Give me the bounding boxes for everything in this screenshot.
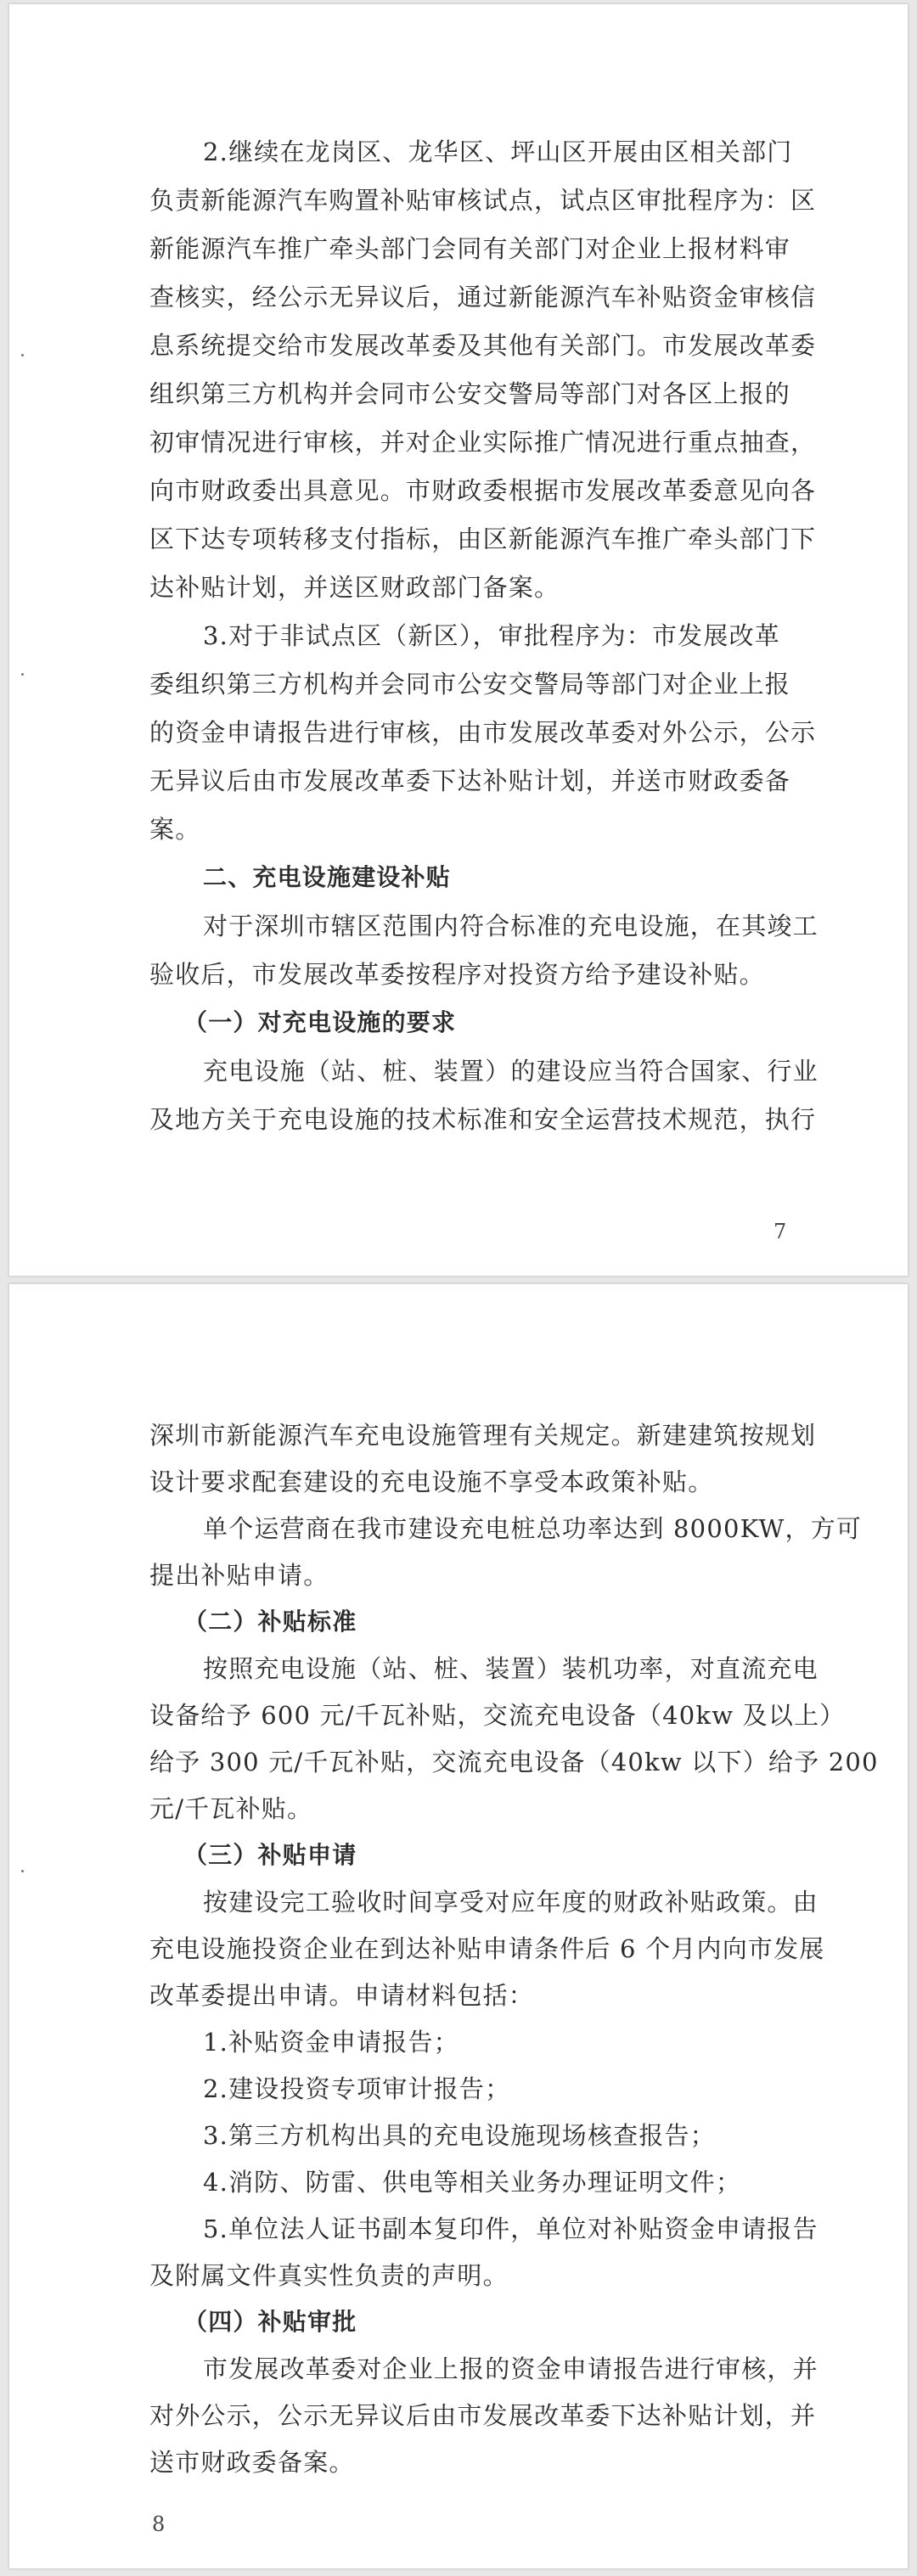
body-line: 查核实，经公示无异议后，通过新能源汽车补贴资金审核信 <box>149 283 817 311</box>
body-line: 对于深圳市辖区范围内符合标准的充电设施，在其竣工 <box>203 912 819 940</box>
body-line: 息系统提交给市发展改革委及其他有关部门。市发展改革委 <box>149 331 817 360</box>
body-line: 设备给予 600 元/千瓦补贴，交流充电设备（40kw 及以上） <box>149 1701 846 1730</box>
subsection-heading: （二）补贴标准 <box>183 1608 357 1636</box>
body-line: 提出补贴申请。 <box>149 1561 329 1590</box>
body-line: 验收后，市发展改革委按程序对投资方给予建设补贴。 <box>149 960 765 989</box>
body-line: 区下达专项转移支付指标，由区新能源汽车推广牵头部门下 <box>149 525 817 553</box>
body-line: 充电设施投资企业在到达补贴申请条件后 6 个月内向市发展 <box>149 1934 825 1963</box>
body-line: 2.继续在龙岗区、龙华区、坪山区开展由区相关部门 <box>203 137 793 166</box>
body-line: 按建设完工验收时间享受对应年度的财政补贴政策。由 <box>203 1888 819 1917</box>
scan-mark <box>21 673 24 676</box>
body-line: 负责新能源汽车购置补贴审核试点，试点区审批程序为：区 <box>149 186 817 215</box>
body-line: 改革委提出申请。申请材料包括： <box>149 1981 535 2010</box>
body-line: 达补贴计划，并送区财政部门备案。 <box>149 573 560 602</box>
body-line: 向市财政委出具意见。市财政委根据市发展改革委意见向各 <box>149 476 817 505</box>
body-line: 充电设施（站、桩、装置）的建设应当符合国家、行业 <box>203 1057 819 1086</box>
page-number: 8 <box>152 2512 166 2536</box>
body-line: 设计要求配套建设的充电设施不享受本政策补贴。 <box>149 1468 714 1496</box>
document-page-7 <box>8 3 909 1277</box>
list-item: 4.消防、防雷、供电等相关业务办理证明文件； <box>203 2168 742 2197</box>
section-heading: 二、充电设施建设补贴 <box>203 863 452 891</box>
body-line: 组织第三方机构并会同市公安交警局等部门对各区上报的 <box>149 379 791 408</box>
scan-mark <box>21 1870 24 1872</box>
body-line: 初审情况进行审核，并对企业实际推广情况进行重点抽查， <box>149 428 817 457</box>
subsection-heading: （三）补贴申请 <box>183 1841 357 1869</box>
body-line: 送市财政委备案。 <box>149 2448 355 2477</box>
body-line: 无异议后由市发展改革委下达补贴计划，并送市财政委备 <box>149 766 791 795</box>
body-line: 案。 <box>149 815 201 844</box>
body-line: 给予 300 元/千瓦补贴，交流充电设备（40kw 以下）给予 200 <box>149 1748 879 1776</box>
subsection-heading: （四）补贴审批 <box>183 2308 357 2336</box>
body-line: 新能源汽车推广牵头部门会同有关部门对企业上报材料审 <box>149 234 791 263</box>
page-number: 7 <box>774 1220 787 1243</box>
list-item: 5.单位法人证书副本复印件，单位对补贴资金申请报告 <box>203 2214 819 2243</box>
scan-mark <box>21 354 24 356</box>
list-item: 3.第三方机构出具的充电设施现场核查报告； <box>203 2121 716 2150</box>
body-line: 单个运营商在我市建设充电桩总功率达到 8000KW，方可 <box>203 1514 863 1543</box>
body-line: 委组织第三方机构并会同市公安交警局等部门对企业上报 <box>149 670 791 699</box>
body-line: 元/千瓦补贴。 <box>149 1794 313 1823</box>
body-line: 深圳市新能源汽车充电设施管理有关规定。新建建筑按规划 <box>149 1421 817 1450</box>
subsection-heading: （一）对充电设施的要求 <box>183 1008 457 1036</box>
body-line: 的资金申请报告进行审核，由市发展改革委对外公示，公示 <box>149 718 817 747</box>
body-line: 及附属文件真实性负责的声明。 <box>149 2261 509 2290</box>
list-item: 2.建设投资专项审计报告； <box>203 2074 511 2103</box>
body-line: 按照充电设施（站、桩、装置）装机功率，对直流充电 <box>203 1654 819 1683</box>
list-item: 1.补贴资金申请报告； <box>203 2028 459 2057</box>
body-line: 及地方关于充电设施的技术标准和安全运营技术规范，执行 <box>149 1105 817 1134</box>
body-line: 市发展改革委对企业上报的资金申请报告进行审核，并 <box>203 2354 819 2383</box>
body-line: 3.对于非试点区（新区），审批程序为：市发展改革 <box>203 621 780 650</box>
document-page-8 <box>8 1283 909 2569</box>
body-line: 对外公示，公示无异议后由市发展改革委下达补贴计划，并 <box>149 2401 817 2430</box>
